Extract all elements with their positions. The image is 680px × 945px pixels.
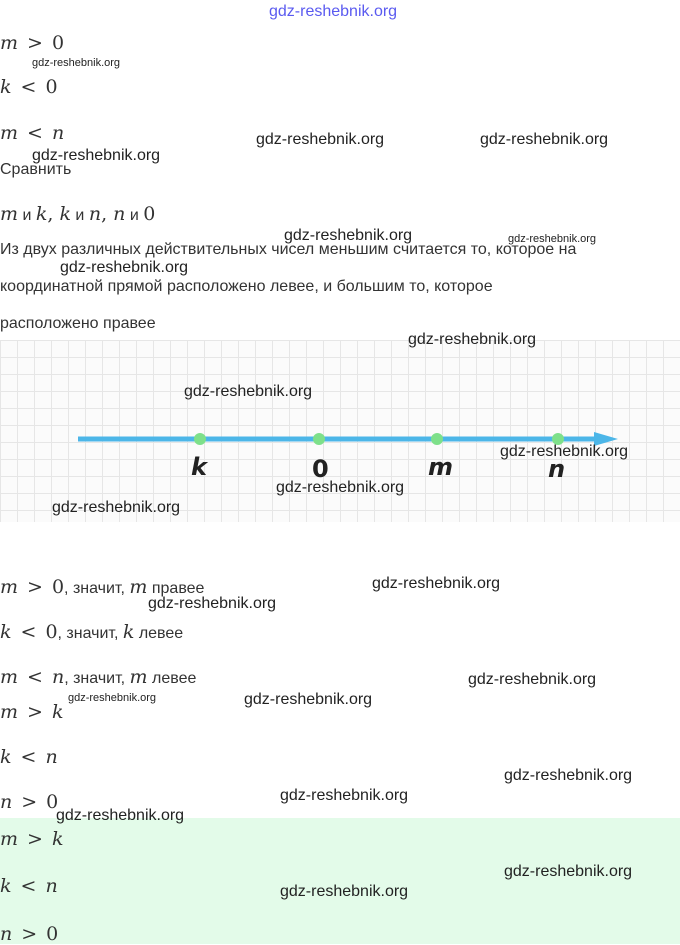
relation-sign: >	[27, 828, 43, 850]
watermark: gdz-reshebnik.org	[408, 331, 537, 348]
reasoning-line-2	[0, 621, 183, 643]
label-m: m	[428, 453, 454, 481]
answer-block	[0, 818, 680, 944]
relation-sign: >	[27, 576, 43, 598]
result-line-1	[0, 701, 63, 723]
var: k	[0, 621, 12, 643]
watermark: gdz-reshebnik.org	[284, 227, 413, 244]
var: k	[59, 203, 71, 225]
value: 0	[51, 32, 65, 54]
var: m	[129, 576, 148, 598]
value: 0	[46, 923, 59, 945]
label-0: 0	[312, 455, 329, 483]
conj: и	[70, 207, 89, 224]
var: n	[45, 875, 58, 897]
watermark: gdz-reshebnik.org	[184, 383, 313, 400]
given-line-2	[0, 76, 58, 98]
var: m	[0, 666, 19, 688]
rule-line-3: расположено правее	[0, 315, 156, 332]
var: n	[113, 203, 126, 225]
text: правее	[147, 580, 205, 597]
var: n	[0, 923, 13, 945]
var: m	[0, 122, 19, 144]
label-n: n	[548, 455, 566, 483]
text: левее	[147, 670, 197, 687]
rule-line-1: Из двух различных действительных чисел меньшим считается то, которое на	[0, 241, 577, 258]
relation-sign: <	[20, 746, 37, 768]
watermark: gdz-reshebnik.org	[52, 499, 181, 516]
watermark: gdz-reshebnik.org	[68, 692, 157, 704]
reasoning-line-3	[0, 666, 196, 688]
var: n	[45, 746, 58, 768]
relation-sign: >	[27, 701, 43, 723]
given-line-3	[0, 122, 64, 144]
watermark: gdz-reshebnik.org	[372, 575, 501, 592]
var: k	[51, 701, 64, 723]
answer-line-1	[0, 828, 63, 850]
watermark: gdz-reshebnik.org	[256, 131, 385, 148]
var: n	[0, 791, 13, 813]
watermark: gdz-reshebnik.org	[244, 691, 373, 708]
conj: и	[18, 207, 36, 224]
point-0	[313, 433, 325, 445]
watermark: gdz-reshebnik.org	[280, 787, 409, 804]
task-label: Сравнить	[0, 161, 72, 178]
label-k: k	[191, 453, 207, 481]
watermark: gdz-reshebnik.org	[276, 479, 405, 496]
conj: и	[125, 207, 144, 224]
text: , значит,	[64, 580, 130, 597]
separator: ,	[101, 203, 114, 225]
text: , значит,	[57, 625, 123, 642]
answer-line-2	[0, 875, 58, 897]
var: n	[51, 666, 65, 688]
result-line-2	[0, 746, 58, 768]
relation-sign: <	[20, 76, 37, 98]
watermark: gdz-reshebnik.org	[60, 259, 189, 276]
var: k	[35, 203, 48, 225]
relation-sign: <	[27, 666, 43, 688]
answer-line-3	[0, 923, 58, 945]
value: 0	[45, 621, 58, 643]
var: n	[88, 203, 102, 225]
var: k	[0, 76, 12, 98]
watermark: gdz-reshebnik.org	[32, 147, 161, 164]
watermark: gdz-reshebnik.org	[504, 863, 633, 880]
watermark: gdz-reshebnik.org	[500, 443, 629, 460]
watermark: gdz-reshebnik.org	[504, 767, 633, 784]
var: k	[51, 828, 64, 850]
var: m	[129, 666, 148, 688]
relation-sign: <	[20, 621, 37, 643]
var: k	[0, 746, 12, 768]
watermark: gdz-reshebnik.org	[508, 233, 597, 245]
relation-sign: >	[21, 923, 38, 945]
text: левее	[134, 625, 184, 642]
watermark: gdz-reshebnik.org	[468, 671, 597, 688]
point-m	[431, 433, 443, 445]
rule-line-2: координатной прямой расположено левее, и большим то, которое	[0, 278, 493, 295]
point-k	[194, 433, 206, 445]
var: k	[0, 875, 12, 897]
value: 0	[45, 76, 58, 98]
given-line-1	[0, 32, 64, 54]
value: 0	[143, 203, 156, 225]
var: m	[0, 576, 19, 598]
var: m	[0, 32, 19, 54]
top-watermark: gdz-reshebnik.org	[269, 3, 398, 20]
var: m	[0, 828, 19, 850]
value: 0	[51, 576, 65, 598]
relation-sign: <	[27, 122, 43, 144]
var: k	[122, 621, 135, 643]
relation-sign: >	[27, 32, 43, 54]
watermark: gdz-reshebnik.org	[148, 595, 277, 612]
result-line-3	[0, 791, 58, 813]
watermark: gdz-reshebnik.org	[32, 57, 121, 69]
separator: ,	[47, 203, 60, 225]
watermark: gdz-reshebnik.org	[280, 883, 409, 900]
var: n	[51, 122, 65, 144]
task-pairs	[0, 203, 155, 225]
watermark: gdz-reshebnik.org	[56, 807, 185, 824]
relation-sign: <	[20, 875, 37, 897]
watermark: gdz-reshebnik.org	[480, 131, 609, 148]
var: m	[0, 701, 19, 723]
relation-sign: >	[21, 791, 38, 813]
text: , значит,	[64, 670, 130, 687]
value: 0	[46, 791, 59, 813]
var: m	[0, 203, 19, 225]
